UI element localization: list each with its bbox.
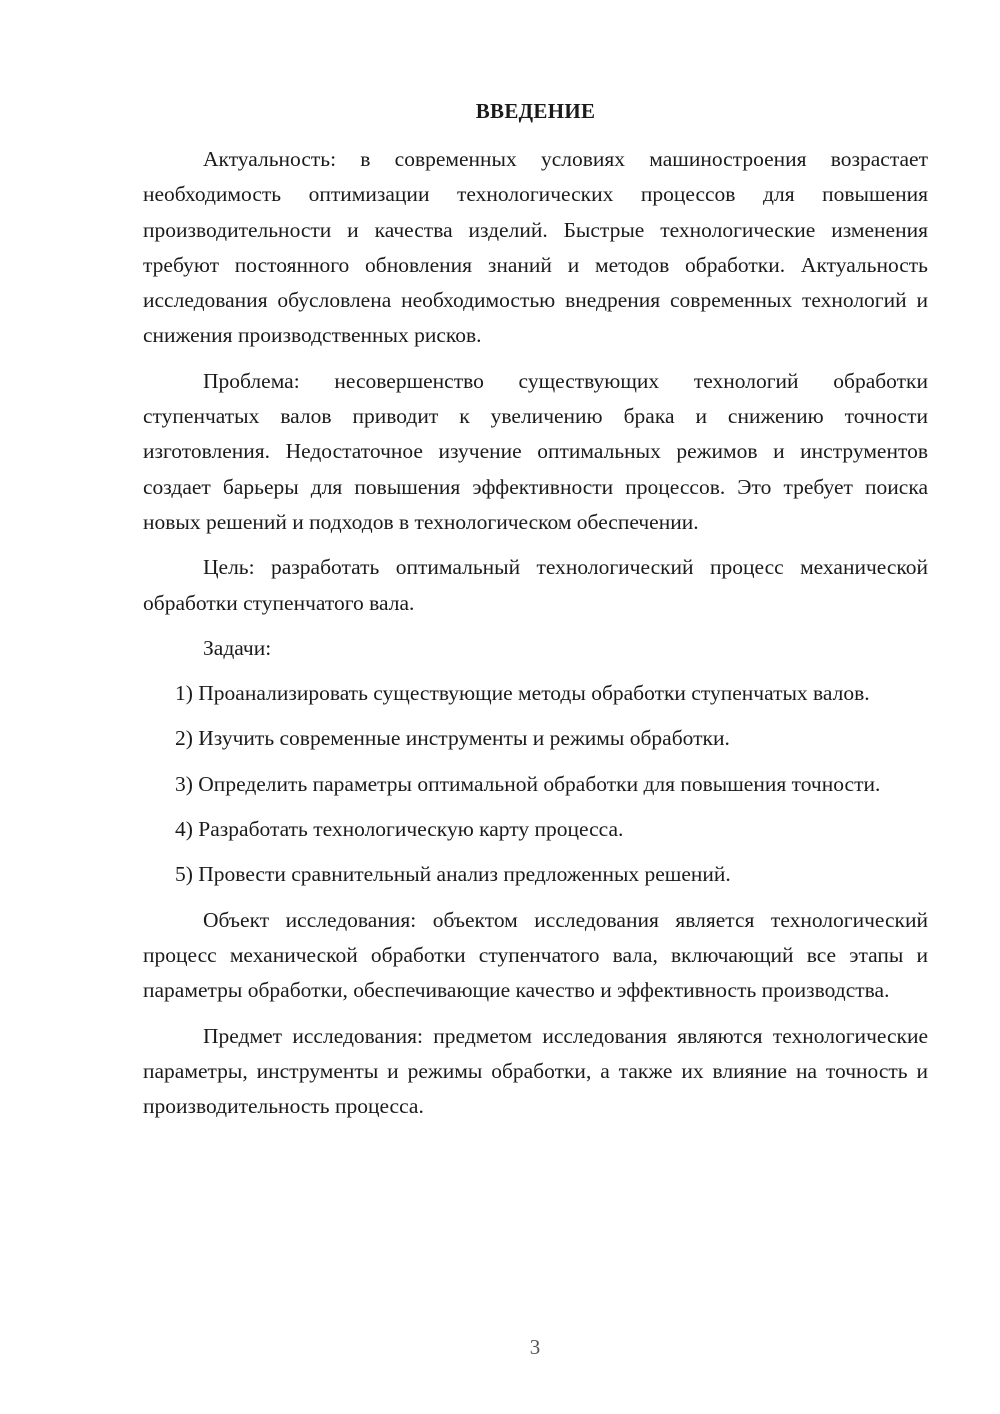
task-item-1: 1) Проанализировать существующие методы обработки ступенчатых валов. [175,681,870,706]
paragraph-object: Объект исследования: объектом исследования является технологический процесс механической обработки ступенчатого вала, включающий все этапы и параметры обработки, обеспечивающие качество и эффективность производства. [143,907,928,1003]
task-item-4: 4) Разработать технологическую карту процесса. [175,817,624,842]
paragraph-goal: Цель: разработать оптимальный технологический процесс механической обработки ступенчатого вала. [143,555,928,615]
task-item-3: 3) Определить параметры оптимальной обработки для повышения точности. [175,771,881,796]
paragraph-problem: Проблема: несовершенство существующих технологий обработки ступенчатых валов приводит к увеличению брака и снижению точности изготовления. Недостаточное изучение оптимальных режимов и инструментов создает барьеры для повышения эффективности процессов. Это требует поиска новых решений и подходов в технологическом обеспечении. [143,368,928,534]
document-body [143,142,928,1134]
task-item-2: 2) Изучить современные инструменты и режимы обработки. [175,726,730,751]
page-number: 3 [529,1335,541,1359]
page-title: ВВЕДЕНИЕ [475,99,596,123]
tasks-heading: Задачи: [203,635,272,660]
tasks-list [143,676,928,892]
paragraph-relevance: Актуальность: в современных условиях машиностроения возрастает необходимость оптимизации технологических процессов для повышения производительности и качества изделий. Быстрые технологические изменения требуют постоянного обновления знаний и методов обработки. Актуальность исследования обусловлена необходимостью внедрения современных технологий и снижения производственных рисков. [143,147,928,348]
task-item-5: 5) Провести сравнительный анализ предложенных решений. [175,862,731,887]
paragraph-subject: Предмет исследования: предметом исследования являются технологические параметры, инструменты и режимы обработки, а также их влияние на точность и производительность процесса. [143,1023,928,1119]
